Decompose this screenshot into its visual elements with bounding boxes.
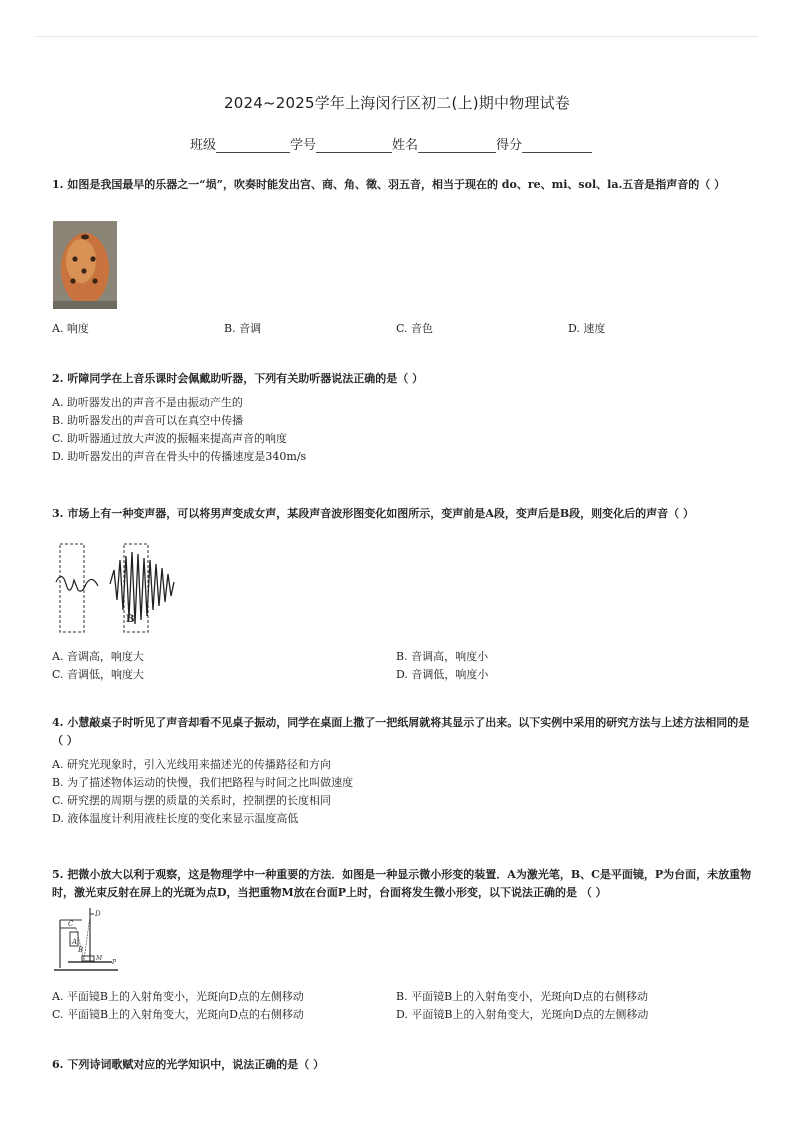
name-blank[interactable] bbox=[418, 138, 496, 153]
label-a: A bbox=[72, 938, 78, 946]
question-6 bbox=[52, 1056, 752, 1074]
label-d: D bbox=[95, 910, 101, 918]
question-4-option-c[interactable]: C. 研究摆的周期与摆的质量的关系时，控制摆的长度相同 bbox=[52, 794, 332, 807]
question-5-stem: 5. 把微小放大以利于观察，这是物理学中一种重要的方法．如图是一种显示微小形变的装置．A为激光笔，B、C是平面镜，P为台面，未放重物时，激光束反射在屏上的光斑为点D，当把重物M放在台面P上时，台面将发生微小形变，以下说法正确的是 （ ） bbox=[52, 868, 752, 899]
laser-deformation-apparatus-figure bbox=[54, 906, 120, 974]
xun-instrument-image bbox=[53, 221, 117, 309]
question-2-option-a[interactable]: A. 助听器发出的声音不是由振动产生的 bbox=[52, 396, 243, 409]
waveform-label-b: B bbox=[126, 614, 135, 625]
student-number-field[interactable] bbox=[290, 134, 392, 153]
question-5-option-c[interactable]: C. 平面镜B上的入射角变大，光斑向D点的右侧移动 bbox=[52, 1008, 304, 1021]
student-number-label: 学号 bbox=[290, 138, 317, 153]
class-field[interactable] bbox=[190, 134, 290, 153]
question-3-option-a[interactable]: A. 音调高，响度大 bbox=[52, 650, 144, 663]
question-2-option-c[interactable]: C. 助听器通过放大声波的振幅来提高声音的响度 bbox=[52, 432, 288, 445]
question-2-option-b[interactable]: B. 助听器发出的声音可以在真空中传播 bbox=[52, 414, 244, 427]
score-field[interactable] bbox=[496, 134, 592, 153]
question-5-option-a[interactable]: A. 平面镜B上的入射角变小，光斑向D点的左侧移动 bbox=[52, 990, 304, 1003]
question-1-option-b[interactable]: B. 音调 bbox=[224, 322, 262, 335]
question-4-option-b[interactable]: B. 为了描述物体运动的快慢，我们把路程与时间之比叫做速度 bbox=[52, 776, 354, 789]
label-b: B bbox=[78, 946, 84, 954]
question-1-option-a[interactable]: A. 响度 bbox=[52, 322, 89, 335]
question-3-stem: 3. 市场上有一种变声器，可以将男声变成女声，某段声音波形图变化如图所示，变声前是A段，变声后是B段，则变化后的声音（ ） bbox=[52, 507, 694, 520]
score-blank[interactable] bbox=[522, 138, 592, 153]
question-5-option-b[interactable]: B. 平面镜B上的入射角变小，光斑向D点的右侧移动 bbox=[396, 990, 648, 1003]
class-blank[interactable] bbox=[216, 138, 290, 153]
waveform-a bbox=[56, 576, 98, 591]
question-5-option-d[interactable]: D. 平面镜B上的入射角变大，光斑向D点的左侧移动 bbox=[396, 1008, 649, 1021]
question-4-option-a[interactable]: A. 研究光现象时，引入光线用来描述光的传播路径和方向 bbox=[52, 758, 331, 771]
class-label: 班级 bbox=[190, 138, 217, 153]
question-2-option-d[interactable]: D. 助听器发出的声音在骨头中的传播速度是340m/s bbox=[52, 450, 307, 463]
name-field[interactable] bbox=[392, 134, 496, 153]
label-m: M bbox=[96, 955, 103, 962]
question-1-option-c[interactable]: C. 音色 bbox=[396, 322, 434, 335]
name-label: 姓名 bbox=[392, 138, 419, 153]
student-number-blank[interactable] bbox=[316, 138, 392, 153]
waveform-figure bbox=[52, 540, 182, 636]
question-3-options bbox=[52, 644, 752, 684]
header-divider bbox=[36, 36, 758, 37]
question-1 bbox=[52, 176, 752, 194]
question-3-option-c[interactable]: C. 音调低，响度大 bbox=[52, 668, 145, 681]
question-3-option-d[interactable]: D. 音调低，响度小 bbox=[396, 668, 489, 681]
question-5 bbox=[52, 866, 752, 902]
question-4-stem: 4. 小慧敲桌子时听见了声音却看不见桌子振动，同学在桌面上撒了一把纸屑就将其显示了出来。以下实例中采用的研究方法与上述方法相同的是（ ） bbox=[52, 716, 750, 747]
label-p: P bbox=[112, 959, 117, 966]
label-c: C bbox=[68, 920, 74, 928]
question-5-options bbox=[52, 984, 752, 1024]
page-title: 2024~2025学年上海闵行区初二(上)期中物理试卷 bbox=[223, 94, 571, 112]
question-2 bbox=[52, 370, 752, 466]
student-info-row bbox=[190, 134, 592, 153]
question-3 bbox=[52, 505, 752, 523]
question-4 bbox=[52, 714, 752, 828]
question-2-stem: 2. 听障同学在上音乐课时会佩戴助听器，下列有关助听器说法正确的是（ ） bbox=[52, 372, 424, 385]
question-3-option-b[interactable]: B. 音调高，响度小 bbox=[396, 650, 489, 663]
waveform-label-a: A bbox=[66, 614, 74, 625]
question-6-stem: 6. 下列诗词歌赋对应的光学知识中，说法正确的是（ ） bbox=[52, 1058, 325, 1071]
score-label: 得分 bbox=[496, 138, 523, 153]
question-4-option-d[interactable]: D. 液体温度计利用液柱长度的变化来显示温度高低 bbox=[52, 812, 299, 825]
question-1-options bbox=[52, 316, 752, 338]
question-1-option-d[interactable]: D. 速度 bbox=[568, 322, 606, 335]
question-1-stem: 1. 如图是我国最早的乐器之一“埙”，吹奏时能发出宫、商、角、徵、羽五音，相当于现在的 do、re、mi、sol、la.五音是指声音的（ ） bbox=[52, 178, 726, 191]
waveform-b bbox=[110, 552, 174, 624]
